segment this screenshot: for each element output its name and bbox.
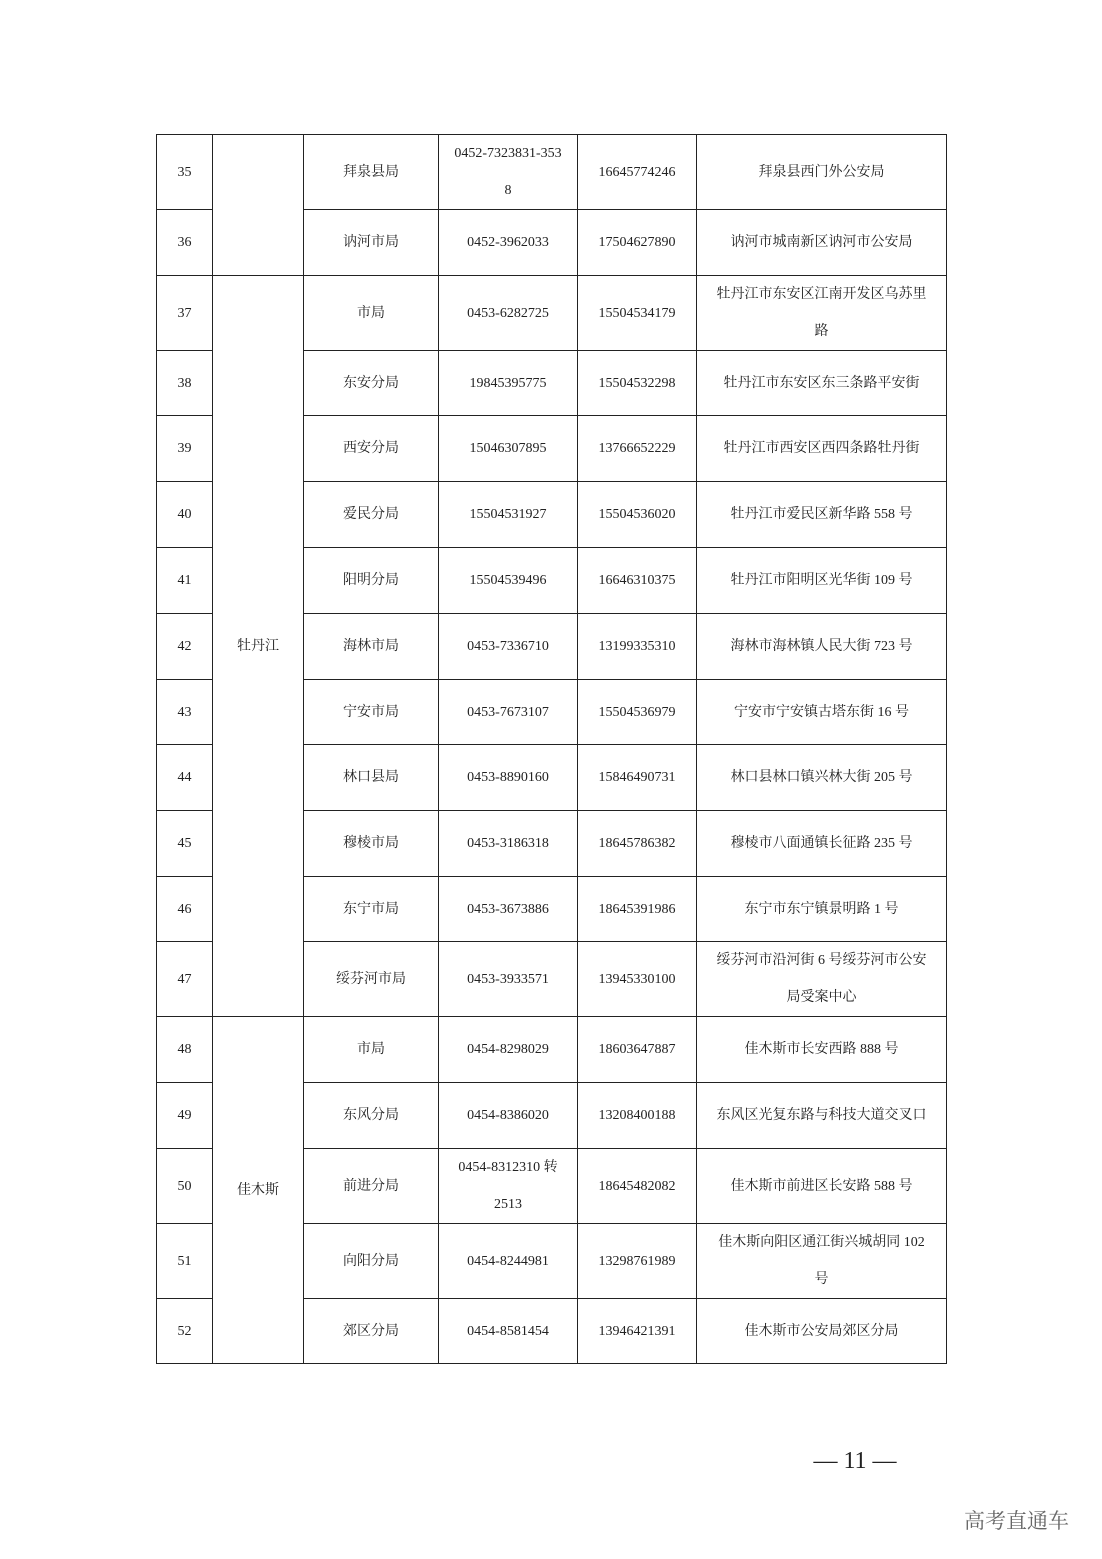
unit-cell: 拜泉县局: [304, 135, 439, 210]
watermark: 高考直通车: [964, 1509, 1069, 1533]
mobile-cell: 15504532298: [578, 351, 697, 416]
row-number-cell: 43: [157, 680, 213, 745]
mobile-cell: 18645482082: [578, 1149, 697, 1224]
region-cell: 牡丹江: [213, 276, 304, 1017]
address-cell: 讷河市城南新区讷河市公安局: [697, 210, 947, 276]
address-cell: 宁安市宁安镇古塔东街 16 号: [697, 680, 947, 745]
table-row: [157, 276, 947, 351]
row-number-cell: 41: [157, 548, 213, 614]
unit-cell: 林口县局: [304, 745, 439, 811]
phone-cell: 0452-3962033: [439, 210, 578, 276]
phone-cell: 15046307895: [439, 416, 578, 482]
row-number-cell: 35: [157, 135, 213, 210]
unit-cell: 东安分局: [304, 351, 439, 416]
address-cell: 海林市海林镇人民大街 723 号: [697, 614, 947, 680]
unit-cell: 市局: [304, 1017, 439, 1083]
unit-cell: 海林市局: [304, 614, 439, 680]
row-number-cell: 36: [157, 210, 213, 276]
phone-cell: 19845395775: [439, 351, 578, 416]
address-cell: 东宁市东宁镇景明路 1 号: [697, 877, 947, 942]
row-number-cell: 40: [157, 482, 213, 548]
address-cell: 佳木斯市长安西路 888 号: [697, 1017, 947, 1083]
address-cell: 佳木斯市前进区长安路 588 号: [697, 1149, 947, 1224]
unit-cell: 东风分局: [304, 1083, 439, 1149]
phone-cell: 0453-3933571: [439, 942, 578, 1017]
mobile-cell: 13298761989: [578, 1224, 697, 1299]
row-number-cell: 38: [157, 351, 213, 416]
phone-cell: 15504539496: [439, 548, 578, 614]
phone-cell: 0453-8890160: [439, 745, 578, 811]
phone-cell: 0454-8298029: [439, 1017, 578, 1083]
row-number-cell: 49: [157, 1083, 213, 1149]
unit-cell: 绥芬河市局: [304, 942, 439, 1017]
phone-cell: 0452-7323831-353 8: [439, 135, 578, 210]
row-number-cell: 51: [157, 1224, 213, 1299]
mobile-cell: 13766652229: [578, 416, 697, 482]
table-row: [157, 135, 947, 210]
unit-cell: 讷河市局: [304, 210, 439, 276]
row-number-cell: 52: [157, 1299, 213, 1364]
mobile-cell: 16646310375: [578, 548, 697, 614]
address-cell: 牡丹江市东安区东三条路平安街: [697, 351, 947, 416]
phone-cell: 0453-3673886: [439, 877, 578, 942]
row-number-cell: 50: [157, 1149, 213, 1224]
phone-cell: 0453-7673107: [439, 680, 578, 745]
address-cell: 牡丹江市阳明区光华街 109 号: [697, 548, 947, 614]
region-cell: [213, 135, 304, 276]
row-number-cell: 45: [157, 811, 213, 877]
police-contact-table: [156, 134, 947, 1364]
phone-cell: 15504531927: [439, 482, 578, 548]
unit-cell: 宁安市局: [304, 680, 439, 745]
mobile-cell: 13946421391: [578, 1299, 697, 1364]
unit-cell: 阳明分局: [304, 548, 439, 614]
phone-cell: 0454-8386020: [439, 1083, 578, 1149]
address-cell: 佳木斯市公安局郊区分局: [697, 1299, 947, 1364]
unit-cell: 西安分局: [304, 416, 439, 482]
address-cell: 绥芬河市沿河街 6 号绥芬河市公安 局受案中心: [697, 942, 947, 1017]
mobile-cell: 15504536020: [578, 482, 697, 548]
mobile-cell: 13199335310: [578, 614, 697, 680]
mobile-cell: 13208400188: [578, 1083, 697, 1149]
unit-cell: 爱民分局: [304, 482, 439, 548]
mobile-cell: 15504536979: [578, 680, 697, 745]
address-cell: 拜泉县西门外公安局: [697, 135, 947, 210]
phone-cell: 0454-8581454: [439, 1299, 578, 1364]
page-number: — 11 —: [813, 1448, 897, 1474]
row-number-cell: 46: [157, 877, 213, 942]
phone-cell: 0453-7336710: [439, 614, 578, 680]
unit-cell: 前进分局: [304, 1149, 439, 1224]
row-number-cell: 37: [157, 276, 213, 351]
mobile-cell: 16645774246: [578, 135, 697, 210]
row-number-cell: 39: [157, 416, 213, 482]
region-cell: 佳木斯: [213, 1017, 304, 1364]
phone-cell: 0454-8244981: [439, 1224, 578, 1299]
phone-cell: 0454-8312310 转 2513: [439, 1149, 578, 1224]
mobile-cell: 13945330100: [578, 942, 697, 1017]
address-cell: 东风区光复东路与科技大道交叉口: [697, 1083, 947, 1149]
address-cell: 穆棱市八面通镇长征路 235 号: [697, 811, 947, 877]
address-cell: 牡丹江市东安区江南开发区乌苏里 路: [697, 276, 947, 351]
row-number-cell: 48: [157, 1017, 213, 1083]
row-number-cell: 42: [157, 614, 213, 680]
mobile-cell: 17504627890: [578, 210, 697, 276]
mobile-cell: 18603647887: [578, 1017, 697, 1083]
unit-cell: 向阳分局: [304, 1224, 439, 1299]
unit-cell: 东宁市局: [304, 877, 439, 942]
phone-cell: 0453-6282725: [439, 276, 578, 351]
row-number-cell: 44: [157, 745, 213, 811]
mobile-cell: 15846490731: [578, 745, 697, 811]
phone-cell: 0453-3186318: [439, 811, 578, 877]
mobile-cell: 18645391986: [578, 877, 697, 942]
address-cell: 牡丹江市爱民区新华路 558 号: [697, 482, 947, 548]
address-cell: 林口县林口镇兴林大街 205 号: [697, 745, 947, 811]
unit-cell: 市局: [304, 276, 439, 351]
mobile-cell: 18645786382: [578, 811, 697, 877]
mobile-cell: 15504534179: [578, 276, 697, 351]
unit-cell: 郊区分局: [304, 1299, 439, 1364]
address-cell: 牡丹江市西安区西四条路牡丹街: [697, 416, 947, 482]
table-row: [157, 1017, 947, 1083]
row-number-cell: 47: [157, 942, 213, 1017]
unit-cell: 穆棱市局: [304, 811, 439, 877]
address-cell: 佳木斯向阳区通江街兴城胡同 102 号: [697, 1224, 947, 1299]
